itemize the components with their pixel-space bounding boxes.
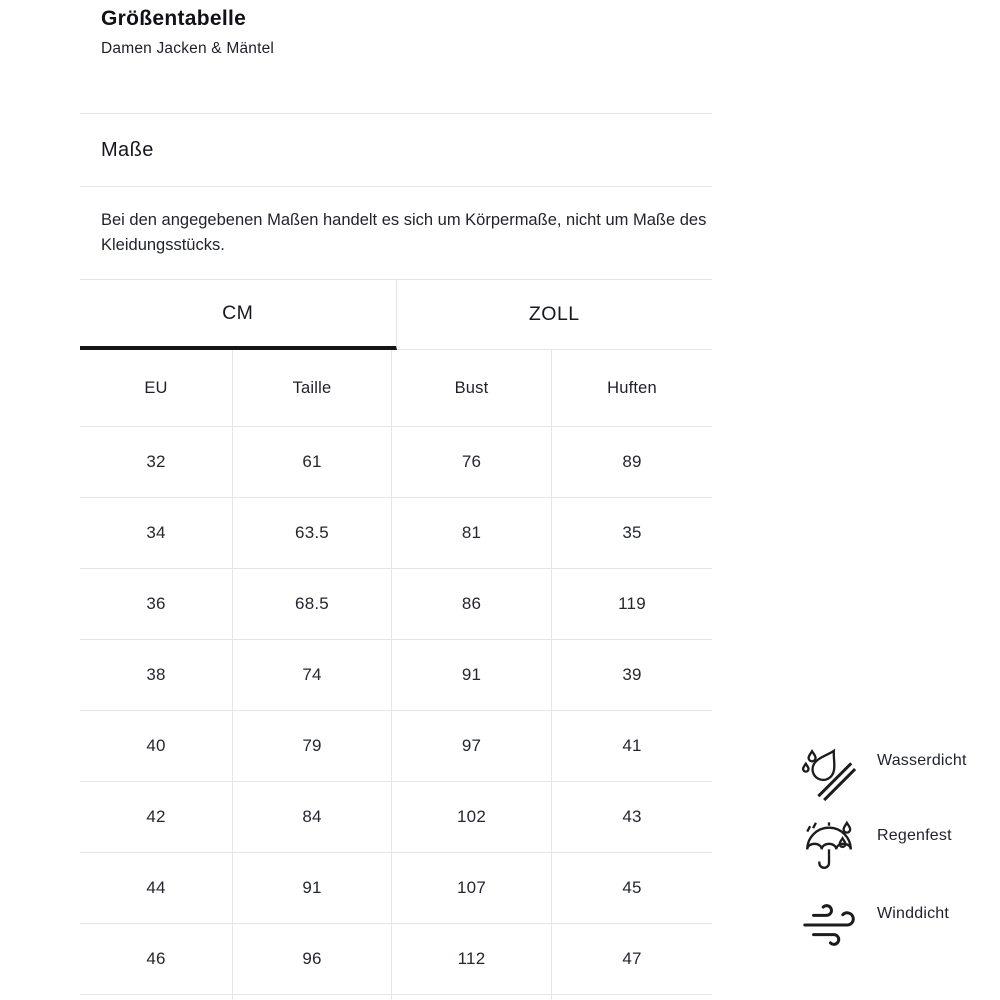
table-cell: 91 xyxy=(233,853,392,924)
table-cell: 91 xyxy=(392,640,552,711)
section-heading-masse: Maße xyxy=(101,139,154,161)
page-subtitle: Damen Jacken & Mäntel xyxy=(101,40,275,57)
wind-icon xyxy=(800,895,858,955)
measurement-note: Bei den angegebenen Maßen handelt es sich um Körpermaße, nicht um Maße des Kleidungsstücks. xyxy=(101,211,707,254)
column-header-taille: Taille xyxy=(233,350,392,427)
table-cell: 63.5 xyxy=(233,498,392,569)
table-cell: 86 xyxy=(392,569,552,640)
table-cell: 47 xyxy=(552,924,712,995)
table-cell: 76 xyxy=(392,427,552,498)
table-row xyxy=(80,711,712,782)
table-cell: 112 xyxy=(392,924,552,995)
tab-zoll[interactable] xyxy=(397,280,713,350)
water-drops-icon xyxy=(800,742,858,802)
size-table xyxy=(80,279,712,1000)
table-cell: 97 xyxy=(392,711,552,782)
tab-zoll-label: ZOLL xyxy=(528,303,580,325)
table-cell: 36 xyxy=(80,569,233,640)
column-header-eu: EU xyxy=(80,350,233,427)
table-row xyxy=(80,640,712,711)
table-row xyxy=(80,427,712,498)
table-cell: 119 xyxy=(552,569,712,640)
column-header-huften: Huften xyxy=(552,350,712,427)
table-row-partial xyxy=(80,995,712,1000)
feature-winddicht xyxy=(800,895,949,955)
table-header-row xyxy=(80,350,712,427)
table-cell: 40 xyxy=(80,711,233,782)
table-cell: 74 xyxy=(233,640,392,711)
table-cell: 46 xyxy=(80,924,233,995)
table-row xyxy=(80,782,712,853)
table-row xyxy=(80,498,712,569)
page-header xyxy=(101,7,274,58)
table-cell: 43 xyxy=(552,782,712,853)
table-cell: 107 xyxy=(392,853,552,924)
table-cell: 68.5 xyxy=(233,569,392,640)
feature-label: Winddicht xyxy=(877,905,950,922)
feature-regenfest xyxy=(800,817,952,877)
table-cell: 61 xyxy=(233,427,392,498)
table-cell: 41 xyxy=(552,711,712,782)
table-cell: 89 xyxy=(552,427,712,498)
umbrella-rain-icon xyxy=(800,817,858,877)
table-row xyxy=(80,569,712,640)
table-cell: 39 xyxy=(552,640,712,711)
table-cell: 96 xyxy=(233,924,392,995)
table-cell: 102 xyxy=(392,782,552,853)
page-title: Größentabelle xyxy=(101,7,247,30)
table-cell: 84 xyxy=(233,782,392,853)
table-row xyxy=(80,853,712,924)
divider xyxy=(80,113,712,114)
feature-label: Wasserdicht xyxy=(877,752,967,769)
divider xyxy=(80,186,712,187)
feature-wasserdicht xyxy=(800,742,967,802)
table-cell: 79 xyxy=(233,711,392,782)
tab-cm[interactable] xyxy=(80,280,397,350)
table-row xyxy=(80,924,712,995)
unit-tabs xyxy=(80,279,712,350)
feature-label: Regenfest xyxy=(877,827,952,844)
table-cell: 81 xyxy=(392,498,552,569)
table-cell: 35 xyxy=(552,498,712,569)
table-cell: 32 xyxy=(80,427,233,498)
table-cell: 45 xyxy=(552,853,712,924)
tab-cm-label: CM xyxy=(222,301,254,324)
table-cell: 38 xyxy=(80,640,233,711)
table-cell: 42 xyxy=(80,782,233,853)
column-header-bust: Bust xyxy=(392,350,552,427)
table-cell: 34 xyxy=(80,498,233,569)
table-cell: 44 xyxy=(80,853,233,924)
